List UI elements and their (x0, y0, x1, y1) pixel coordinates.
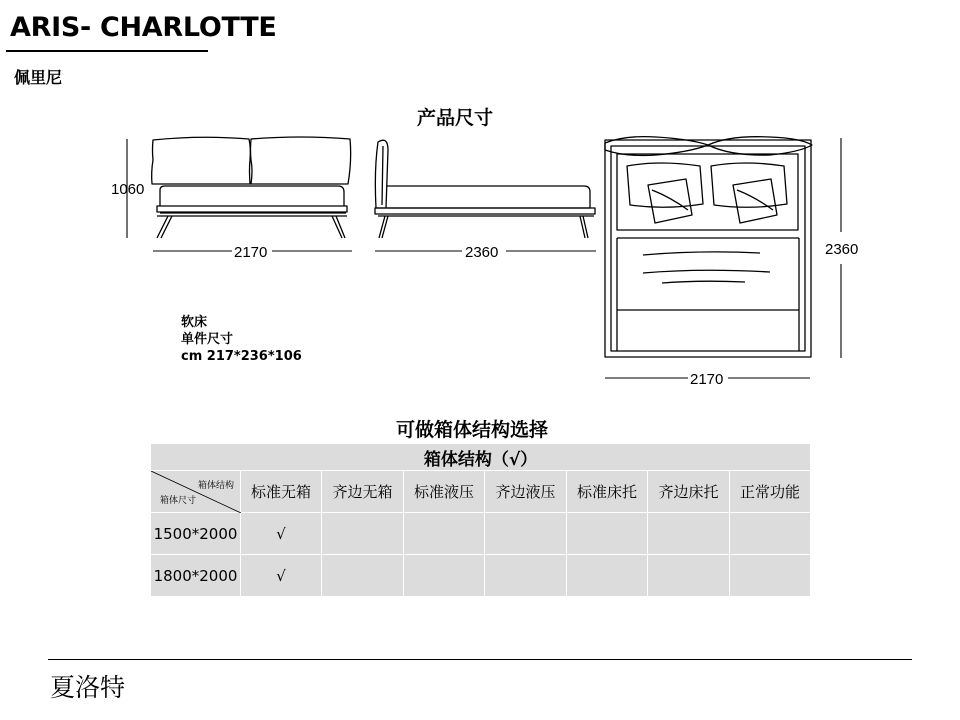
column-header: 正常功能 (730, 471, 811, 513)
spec-note-size: cm 217*236*106 (181, 349, 302, 364)
diagonal-header-cell (151, 471, 241, 513)
column-header: 标准液压 (404, 471, 485, 513)
table-cell (404, 555, 485, 597)
table-cell (730, 513, 811, 555)
table-row (151, 513, 811, 555)
box-structure-table (150, 443, 811, 597)
footer-divider (48, 659, 912, 660)
front-view-drawing (152, 137, 351, 238)
footer-product-name: 夏洛特 (50, 673, 126, 702)
brand-subtitle: 佩里尼 (14, 68, 63, 87)
column-header: 标准床托 (567, 471, 648, 513)
table-cell: √ (241, 513, 322, 555)
side-view-drawing (375, 140, 595, 238)
row-size-label: 1500*2000 (151, 513, 241, 555)
table-cell (648, 513, 730, 555)
table-header: 箱体结构（√） (151, 444, 811, 471)
table-cell (485, 513, 567, 555)
spec-note-label: 单件尺寸 (181, 332, 234, 347)
column-header: 齐边液压 (485, 471, 567, 513)
table-cell (322, 555, 404, 597)
table-cell (567, 555, 648, 597)
product-size-title: 产品尺寸 (417, 107, 494, 129)
diag-bottom-label: 箱体尺寸 (160, 496, 197, 506)
diag-top-label: 箱体结构 (197, 481, 234, 491)
brand-title: ARIS- CHARLOTTE (10, 12, 277, 43)
top-width-label: 2170 (690, 371, 724, 388)
front-width-label: 2170 (234, 244, 268, 261)
table-cell (730, 555, 811, 597)
side-length-label: 2360 (465, 244, 499, 261)
table-cell (567, 513, 648, 555)
top-length-label: 2360 (825, 241, 859, 258)
table-cell (404, 513, 485, 555)
column-header: 标准无箱 (241, 471, 322, 513)
table-cell: √ (241, 555, 322, 597)
box-structure-title: 可做箱体结构选择 (396, 419, 549, 441)
table-row (151, 555, 811, 597)
top-view-drawing (605, 137, 812, 357)
table-cell (322, 513, 404, 555)
column-header: 齐边床托 (648, 471, 730, 513)
spec-note-type: 软床 (181, 315, 208, 330)
front-height-label: 1060 (111, 181, 145, 198)
table-cell (485, 555, 567, 597)
spec-note (181, 314, 302, 365)
row-size-label: 1800*2000 (151, 555, 241, 597)
column-header: 齐边无箱 (322, 471, 404, 513)
table-cell (648, 555, 730, 597)
